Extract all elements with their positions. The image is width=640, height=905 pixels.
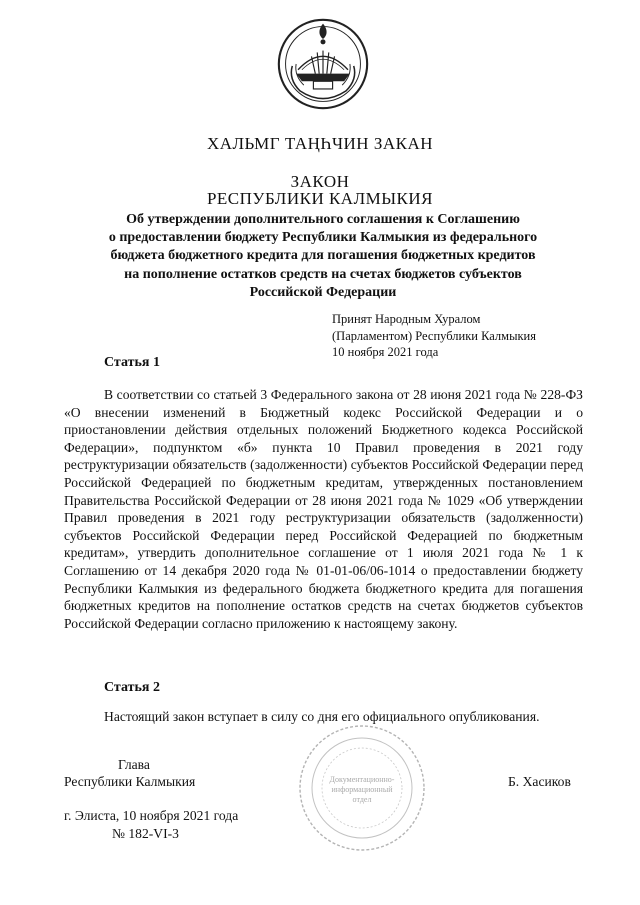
subtitle-line: бюджета бюджетного кредита для погашения бюджетных кредитов: [110, 248, 536, 264]
signatory-name: Б. Хасиков: [508, 774, 571, 789]
article-1-text: В соответствии со статьей 3 Федерального закона от 28 июня 2021 года № 228-ФЗ «О внесении изменений в Бюджетный кодекс Российской Федерации и о приостановлении действия отдельных положений Бюджетного кодекса Российской Федерации», подпунктом «б» пункта 10 Правил проведения в 2021 году реструктуризации обязательств (задолженности) субъектов Российской Федерации перед Российской Федерацией по бюджетным кредитам, утвержденных постановлением Правительства Российской Федерации от 28 июня 2021 года № 1029 «Об утверждении Правил проведения в 2021 году реструктуризации обязательств (задолженности) субъектов Российской Федерации перед Российской Федерацией по бюджетным кредитам», утвердить дополнительное соглашение от 1 июля 2021 года № 1 к Соглашению от 14 декабря 2020 года № 01-01-06/06-1014 о предоставлении бюджету Республики Калмыкия из федерального бюджета бюджетного кредита для погашения бюджетных кредитов на пополнение остатков средств на счетах бюджетов субъектов Российской Федерации согласно приложению к настоящему закону.: [64, 387, 583, 631]
subtitle-line: Об утверждении дополнительного соглашения к Соглашению: [126, 212, 520, 227]
stamp-line: информационный: [331, 785, 393, 794]
subtitle-line: о предоставлении бюджету Республики Калмыкия из федерального: [108, 230, 538, 246]
article-2-text: Настоящий закон вступает в силу со дня его официального опубликования.: [104, 709, 540, 724]
kalmyk-title: ХАЛЬМГ ТАҢҺЧИН ЗАКАН: [206, 134, 434, 153]
adoption-line: 10 ноября 2021 года: [332, 345, 439, 359]
law-title: ЗАКОН: [290, 172, 350, 191]
place-date: г. Элиста, 10 ноября 2021 года: [64, 808, 239, 823]
adoption-block: [332, 311, 536, 361]
kalmykia-emblem-icon: [275, 16, 371, 112]
law-number: № 182-VI-3: [112, 826, 179, 841]
signatory-republic: Республики Калмыкия: [64, 774, 196, 789]
republic-title: РЕСПУБЛИКИ КАЛМЫКИЯ: [206, 189, 434, 208]
subtitle-line: на пополнение остатков средств на счетах бюджетов субъектов: [124, 266, 522, 282]
article-2-heading: Статья 2: [104, 680, 160, 695]
signatory-position: Глава: [118, 757, 150, 772]
adoption-line: (Парламентом) Республики Калмыкия: [332, 328, 536, 343]
office-stamp-icon: [296, 722, 428, 854]
law-subtitle: [88, 211, 558, 302]
subtitle-line: Российской Федерации: [249, 284, 397, 300]
stamp-line: отдел: [352, 795, 372, 804]
article-1-heading: Статья 1: [104, 355, 160, 370]
adoption-line: Принят Народным Хуралом: [332, 312, 481, 326]
stamp-line: Документационно-: [329, 775, 395, 784]
